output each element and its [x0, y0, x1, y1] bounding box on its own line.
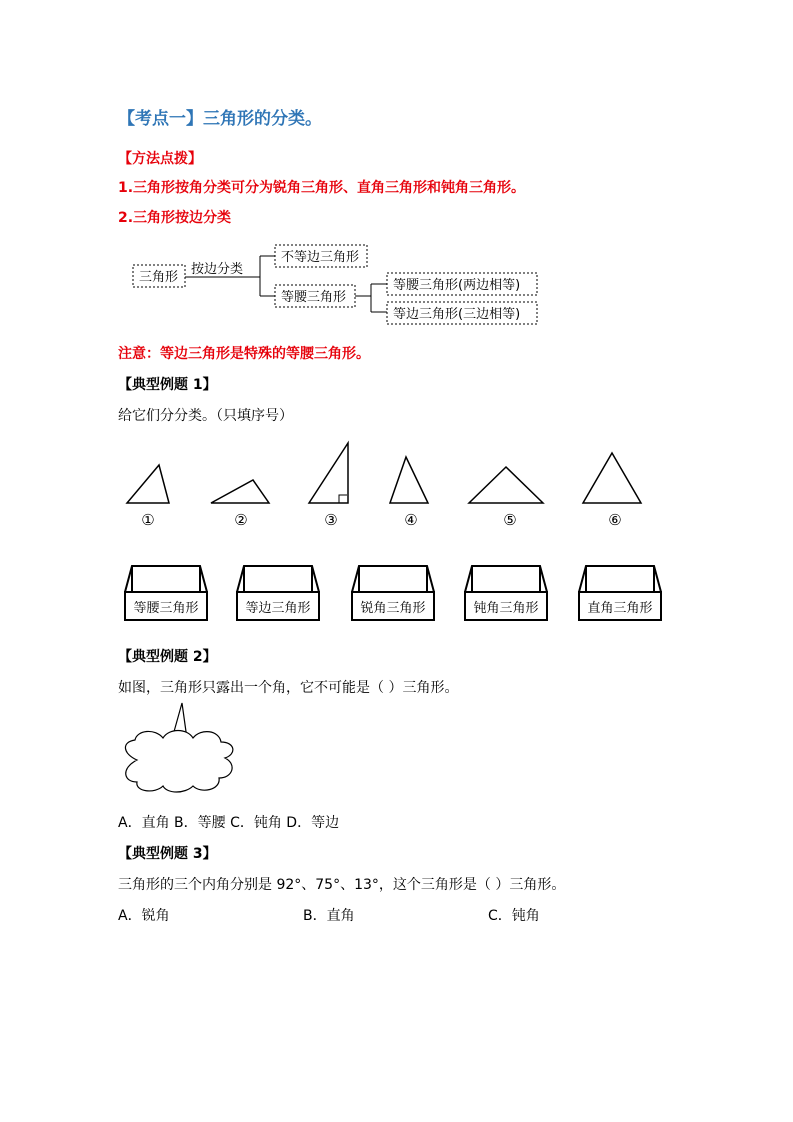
- triangle-2: [211, 480, 269, 503]
- shape-label-1: ①: [141, 511, 155, 529]
- box-label-equilateral: 等边三角形: [245, 601, 311, 616]
- point-angle-classification: 1.三角形按角分类可分为锐角三角形、直角三角形和钝角三角形。: [118, 180, 526, 196]
- box-label-obtuse: 钝角三角形: [473, 601, 539, 616]
- method-header: 【方法点拨】: [118, 151, 202, 167]
- tree-branch-label: 按边分类: [191, 262, 244, 277]
- triangle-1: [127, 465, 169, 503]
- example1-question: 给它们分分类。（只填序号）: [118, 408, 293, 424]
- tree-root-label: 三角形: [139, 270, 179, 285]
- box-label-right: 直角三角形: [587, 601, 653, 616]
- example3-option-a: A．锐角: [118, 908, 170, 924]
- tree-node-equi-sub: 等边三角形(三边相等): [393, 307, 521, 322]
- box-label-isosceles: 等腰三角形: [133, 601, 199, 616]
- example3-option-b: B．直角: [303, 908, 355, 924]
- shape-label-4: ④: [404, 511, 418, 529]
- example2-question: 如图，三角形只露出一个角，它不可能是（ ）三角形。: [118, 680, 459, 696]
- tree-node-iso-sub: 等腰三角形(两边相等): [393, 278, 521, 293]
- shape-label-2: ②: [234, 511, 248, 529]
- triangle-3: [309, 443, 348, 503]
- section-title: 【考点一】三角形的分类。: [118, 109, 322, 129]
- triangle-figures: [115, 435, 655, 530]
- example2-header: 【典型例题 2】: [118, 649, 217, 665]
- box-label-acute: 锐角三角形: [360, 601, 426, 616]
- example1-header: 【典型例题 1】: [118, 377, 217, 393]
- tree-node-scalene: 不等边三角形: [281, 250, 360, 265]
- example3-option-c: C．钝角: [488, 908, 540, 924]
- cloud: [125, 731, 232, 793]
- classification-tree: [125, 240, 545, 332]
- triangle-5: [469, 467, 543, 503]
- point-side-classification: 2.三角形按边分类: [118, 210, 232, 226]
- cloud-angle-figure: [115, 698, 240, 803]
- triangle-4: [390, 457, 428, 503]
- tree-node-isosceles: 等腰三角形: [281, 290, 347, 305]
- right-angle-mark: [339, 495, 347, 503]
- example3-header: 【典型例题 3】: [118, 846, 217, 862]
- example3-question: 三角形的三个内角分别是 92°、75°、13°，这个三角形是（ ）三角形。: [118, 877, 566, 893]
- triangle-6: [583, 453, 641, 503]
- example2-options: A．直角 B．等腰 C．钝角 D．等边: [118, 815, 340, 831]
- shape-label-5: ⑤: [503, 511, 517, 529]
- shape-label-6: ⑥: [608, 511, 622, 529]
- category-boxes: [120, 560, 680, 628]
- note: 注意：等边三角形是特殊的等腰三角形。: [118, 346, 370, 362]
- shape-label-3: ③: [324, 511, 338, 529]
